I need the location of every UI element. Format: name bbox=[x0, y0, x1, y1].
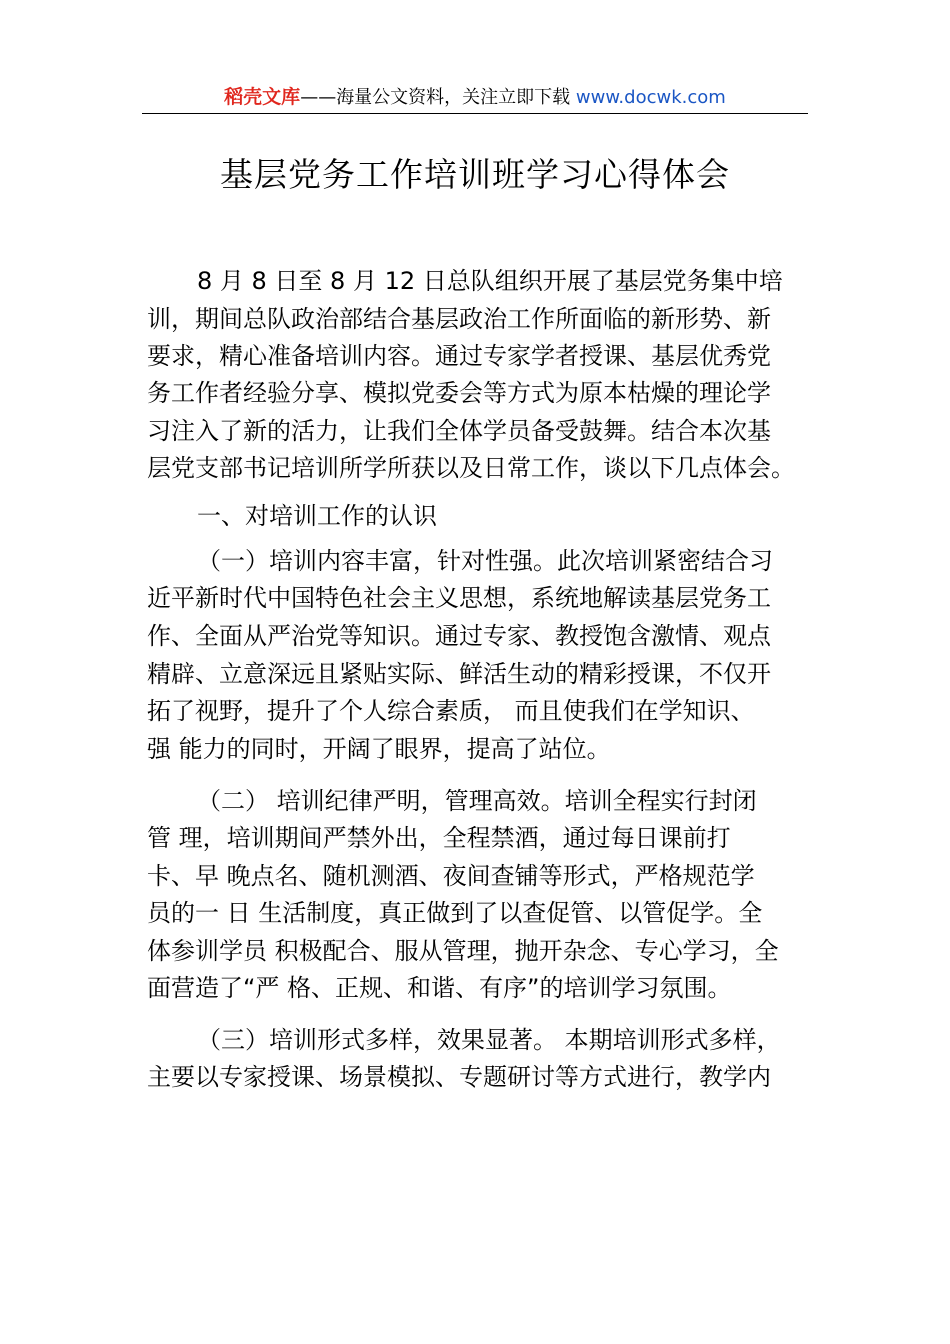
body-line: （二） 培训纪律严明，管理高效。培训全程实行封闭 bbox=[197, 787, 757, 815]
body-line: 体参训学员 积极配合、服从管理，抛开杂念、专心学习，全 bbox=[147, 937, 779, 965]
header-url-link[interactable]: www.docwk.com bbox=[575, 87, 726, 108]
body-line: 务工作者经验分享、模拟党委会等方式为原本枯燥的理论学 bbox=[147, 379, 771, 407]
body-line: 习注入了新的活力，让我们全体学员备受鼓舞。结合本次基 bbox=[147, 417, 771, 445]
body-line: （三）培训形式多样，效果显著。 本期培训形式多样， bbox=[197, 1026, 781, 1054]
document-title: 基层党务工作培训班学习心得体会 bbox=[220, 155, 730, 194]
body-line: 精辟、立意深远且紧贴实际、鲜活生动的精彩授课，不仅开 bbox=[147, 660, 771, 688]
body-line: 拓了视野，提升了个人综合素质， 而且使我们在学知识、 bbox=[147, 697, 755, 725]
section-heading: 一、对培训工作的认识 bbox=[197, 502, 437, 530]
body-line: 卡、早 晚点名、随机测酒、夜间查铺等形式，严格规范学 bbox=[147, 862, 755, 890]
body-line: 8 月 8 日至 8 月 12 日总队组织开展了基层党务集中培 bbox=[197, 267, 783, 295]
body-line: 管 理，培训期间严禁外出，全程禁酒，通过每日课前打 bbox=[147, 824, 731, 852]
body-line: （一）培训内容丰富，针对性强。此次培训紧密结合习 bbox=[197, 547, 773, 575]
body-line: 面营造了“严 格、正规、和谐、有序”的培训学习氛围。 bbox=[147, 974, 732, 1002]
body-line: 层党支部书记培训所学所获以及日常工作，谈以下几点体会。 bbox=[147, 454, 795, 482]
body-line: 要求，精心准备培训内容。通过专家学者授课、基层优秀党 bbox=[147, 342, 771, 370]
body-line: 近平新时代中国特色社会主义思想，系统地解读基层党务工 bbox=[147, 584, 771, 612]
page-header bbox=[142, 84, 808, 111]
body-line: 员的一 日 生活制度，真正做到了以查促管、以管促学。全 bbox=[147, 899, 763, 927]
body-line: 强 能力的同时，开阔了眼界，提高了站位。 bbox=[147, 735, 611, 763]
brand-name: 稻壳文库 bbox=[224, 86, 301, 108]
header-divider bbox=[142, 113, 808, 114]
header-slogan: ——海量公文资料，关注立即下载 bbox=[300, 87, 576, 108]
body-line: 主要以专家授课、场景模拟、专题研讨等方式进行，教学内 bbox=[147, 1063, 771, 1091]
body-line: 作、全面从严治党等知识。通过专家、教授饱含激情、观点 bbox=[147, 622, 771, 650]
body-line: 训，期间总队政治部结合基层政治工作所面临的新形势、新 bbox=[147, 305, 771, 333]
